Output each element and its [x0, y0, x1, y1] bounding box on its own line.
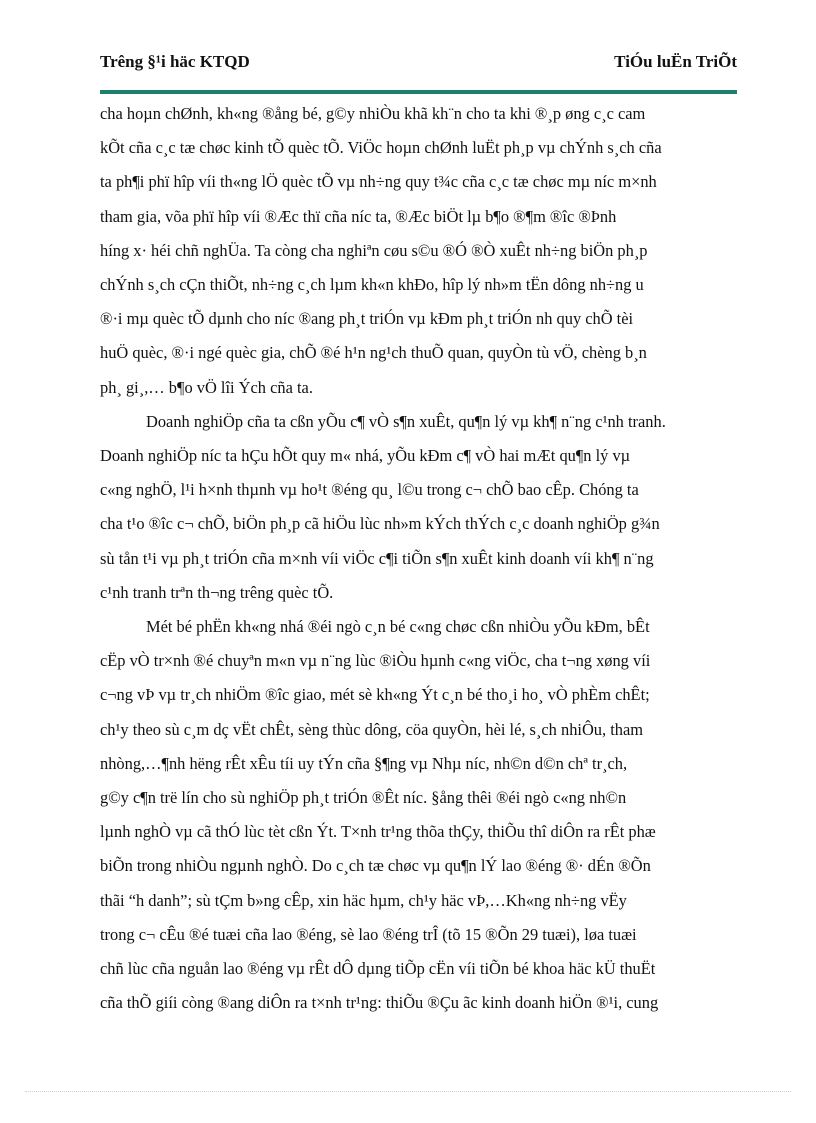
- text-line: Mét bé phËn kh«ng nhá ®éi ngò c¸n bé c«ng chøc cßn nhiÒu yÕu kÐm, bÊt: [146, 617, 650, 637]
- text-line: cha t¹o ®îc c¬ chÕ, biÖn ph¸p cã hiÖu lùc nh»m kÝch thÝch c¸c doanh nghiÖp g¾n: [100, 514, 660, 534]
- text-line: kÕt cña c¸c tæ chøc kinh tÕ quèc tÕ. ViÖc hoµn chØnh luËt ph¸p vµ chÝnh s¸ch cña: [100, 138, 662, 158]
- text-line: Doanh nghiÖp cña ta cßn yÕu c¶ vÒ s¶n xuÊt, qu¶n lý vµ kh¶ n¨ng c¹nh tranh.: [146, 411, 666, 431]
- text-line: ph¸ gi¸,… b¶o vÖ lîi Ých cña ta.: [100, 377, 313, 397]
- text-line: tham gia, võa phï hîp víi ®Æc thï cña níc ta, ®Æc biÖt lµ b¶o ®¶m ®îc ®Þnh: [100, 206, 617, 226]
- header-university: Trêng §¹i häc KTQD: [100, 52, 250, 71]
- text-line: trong c¬ cÊu ®é tuæi cña lao ®éng, sè lao ®éng trÎ (tõ 15 ®Õn 29 tuæi), løa tuæi: [100, 924, 637, 944]
- text-line: c«ng nghÖ, l¹i h×nh thµnh vµ ho¹t ®éng qu¸ l©u trong c¬ chÕ bao cÊp. Chóng ta: [100, 480, 639, 500]
- header-document-title: TiÓu luËn TriÕt: [614, 52, 737, 71]
- text-line: cha hoµn chØnh, kh«ng ®ång bé, g©y nhiÒu khã kh¨n cho ta khi ®¸p øng c¸c cam: [100, 104, 646, 123]
- text-line: chñ lùc cña nguån lao ®éng vµ rÊt dÔ dµng tiÕp cËn víi tiÕn bé khoa häc kÜ thuËt: [100, 959, 656, 979]
- text-line: ch¹y theo sù c¸m dç vËt chÊt, sèng thùc dông, cöa quyÒn, hèi lé, s¸ch nhiÔu, tham: [100, 719, 644, 739]
- text-line: biÕn trong nhiÒu ngµnh nghÒ. Do c¸ch tæ chøc vµ qu¶n lÝ lao ®éng ®· dÉn ®Õn: [100, 856, 651, 876]
- text-line: huÖ quèc, ®·i ngé quèc gia, chÕ ®é h¹n ng¹ch thuÕ quan, quyÒn tù vÖ, chèng b¸n: [100, 343, 647, 363]
- page-header: [100, 52, 737, 76]
- text-line: sù tån t¹i vµ ph¸t triÓn cña m×nh víi viÖc c¶i tiÕn s¶n xuÊt kinh doanh víi kh¶ n¨ng: [100, 548, 654, 568]
- paragraph: [100, 610, 740, 1020]
- text-line: c¬ng vÞ vµ tr¸ch nhiÖm ®îc giao, mét sè kh«ng Ýt c¸n bé tho¸i ho¸ vÒ phÈm chÊt;: [100, 685, 650, 705]
- paragraph: [100, 405, 740, 610]
- text-line: chÝnh s¸ch cÇn thiÕt, nh÷ng c¸ch lµm kh«n khÐo, hîp lý nh»m tËn dông nh÷ng u: [100, 275, 644, 295]
- paragraph: [100, 97, 740, 405]
- text-line: ta ph¶i phï hîp víi th«ng lÖ quèc tÕ vµ nh÷ng quy t¾c cña c¸c tæ chøc mµ níc m×nh: [100, 172, 657, 192]
- footer-dotted-rule: [25, 1091, 791, 1092]
- text-line: nhòng,…¶nh hëng rÊt xÊu tíi uy tÝn cña §¶ng vµ Nhµ níc, nh©n d©n chª tr¸ch,: [100, 753, 628, 773]
- header-rule: [100, 90, 737, 94]
- text-line: Doanh nghiÖp níc ta hÇu hÕt quy m« nhá, yÕu kÐm c¶ vÒ hai mÆt qu¶n lý vµ: [100, 446, 631, 466]
- text-line: ®·i mµ quèc tÕ dµnh cho níc ®ang ph¸t triÓn vµ kÐm ph¸t triÓn nh quy chÕ tèi: [100, 309, 634, 329]
- text-line: c¹nh tranh trªn th¬ng trêng quèc tÕ.: [100, 582, 334, 602]
- document-body: [100, 97, 740, 1020]
- text-line: thãi “h danh”; sù tÇm b»ng cÊp, xin häc hµm, ch¹y häc vÞ,…Kh«ng nh÷ng vËy: [100, 890, 627, 910]
- text-line: lµnh nghÒ vµ cã thÓ lùc tèt cßn Ýt. T×nh tr¹ng thõa thÇy, thiÕu thî diÔn ra rÊt phæ: [100, 822, 656, 842]
- text-line: cËp vÒ tr×nh ®é chuyªn m«n vµ n¨ng lùc ®iÒu hµnh c«ng viÖc, cha t¬ng xøng víi: [100, 651, 651, 671]
- text-line: cña thÕ giíi còng ®ang diÔn ra t×nh tr¹ng: thiÕu ®Çu ãc kinh doanh hiÖn ®¹i, cung: [100, 993, 659, 1013]
- text-line: g©y c¶n trë lín cho sù nghiÖp ph¸t triÓn ®Êt níc. §ång thêi ®éi ngò c«ng nh©n: [100, 788, 627, 808]
- text-line: híng x· héi chñ nghÜa. Ta còng cha nghiªn cøu s©u ®Ó ®Ò xuÊt nh÷ng biÖn ph¸p: [100, 240, 648, 260]
